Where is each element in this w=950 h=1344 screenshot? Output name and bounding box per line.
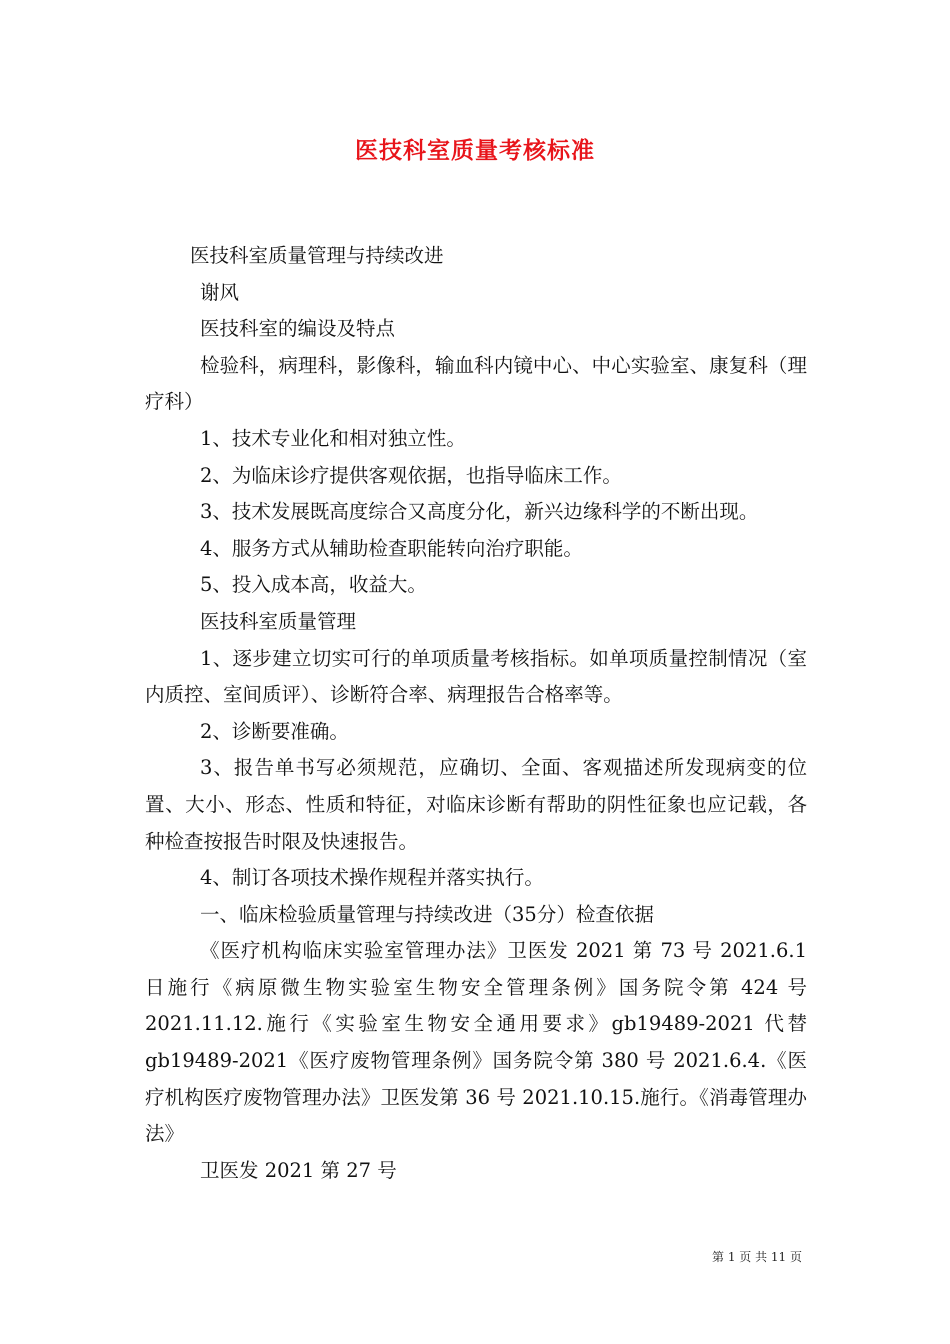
author-line: 谢风 [200,280,240,304]
document-title: 医技科室质量考核标准 [355,137,595,164]
list-item: 3、报告单书写必须规范，应确切、全面、客观描述所发现病变的位置、大小、形态、性质和特征，对临床诊断有帮助的阴性征象也应记载，各种检查按报告时限及快速报告。 [145,756,807,853]
list-item: 3、技术发展既高度综合又高度分化，新兴边缘科学的不断出现。 [200,500,759,524]
paragraph: 检验科，病理科，影像科，输血科内镜中心、中心实验室、康复科（理疗科） [145,353,807,414]
list-item: 4、服务方式从辅助检查职能转向治疗职能。 [200,536,583,560]
paragraph: 卫医发 2021 第 27 号 [200,1158,397,1182]
document-body [145,238,807,1189]
subheading: 医技科室质量管理 [200,609,357,633]
section-heading: 医技科室质量管理与持续改进 [190,244,444,267]
subheading: 医技科室的编设及特点 [200,317,396,341]
list-item: 1、逐步建立切实可行的单项质量考核指标。如单项质量控制情况（室内质控、室间质评）、诊断符合率、病理报告合格率等。 [145,646,807,707]
list-item: 2、诊断要准确。 [200,719,349,743]
list-item: 1、技术专业化和相对独立性。 [200,426,466,450]
list-item: 4、制订各项技术操作规程并落实执行。 [200,866,544,890]
paragraph: 《医疗机构临床实验室管理办法》卫医发 2021 第 73 号 2021.6.1 日施行《病原微生物实验室生物安全管理条例》国务院令第 424 号 2021.11.12.施行《实验室生物安全通用要求》gb19489-2021 代替 gb19489-2021《医疗废物管理条例》国务院令第 380 号 2021.6.4.《医疗机构医疗废物管理办法》卫医发第 36 号 2021.10.15.施行。《消毒管理办法》 [145,939,807,1146]
list-item: 2、为临床诊疗提供客观依据，也指导临床工作。 [200,463,622,487]
page-footer: 第 1 页 共 11 页 [712,1250,802,1264]
list-item: 5、投入成本高，收益大。 [200,573,427,597]
section-heading: 一、临床检验质量管理与持续改进（35分）检查依据 [200,902,654,926]
